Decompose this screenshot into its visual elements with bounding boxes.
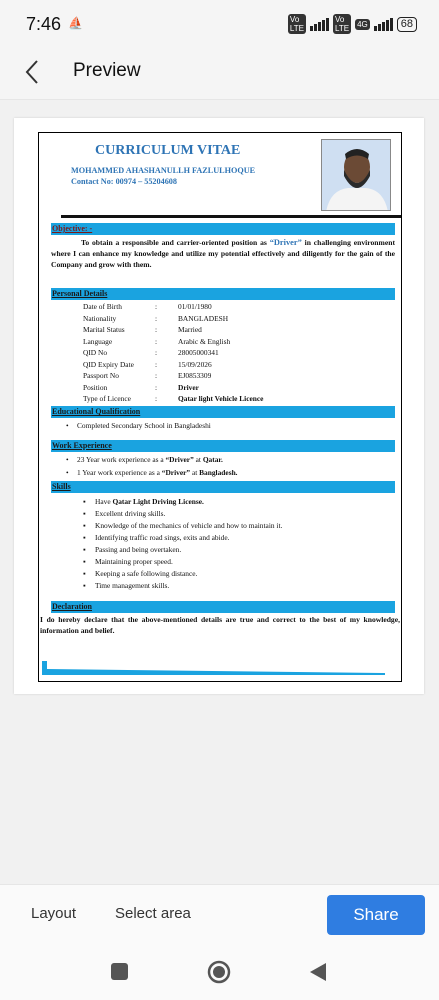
triangle-back-icon	[306, 960, 330, 984]
personal-detail-value: Arabic & English	[178, 336, 231, 346]
personal-detail-colon: :	[155, 359, 158, 369]
page-corner-decoration	[39, 661, 399, 675]
section-work-experience	[51, 440, 395, 452]
section-objective	[51, 223, 395, 235]
page-title: Preview	[73, 60, 141, 81]
header-rule	[61, 215, 401, 218]
cv-name: MOHAMMED AHASHANULLH FAZLULHOQUE	[71, 166, 256, 175]
status-bar	[0, 0, 439, 44]
skill-item: ▪ Have Qatar Light Driving License.	[83, 497, 204, 506]
network-4g-icon: 4G	[357, 19, 368, 29]
back-nav-button[interactable]	[306, 960, 330, 984]
skill-item: ▪ Maintaining proper speed.	[83, 557, 173, 566]
circle-icon	[207, 960, 231, 984]
home-button[interactable]	[207, 960, 231, 984]
signal-icon-2	[374, 17, 393, 31]
skill-item: ▪ Keeping a safe following distance.	[83, 569, 198, 578]
work-item: • 23 Year work experience as a “Driver” at Qatar.	[66, 455, 223, 464]
cv-title: CURRICULUM VITAE	[95, 143, 241, 158]
signal-icon	[310, 17, 329, 31]
personal-detail-colon: :	[155, 394, 158, 403]
work-item: • 1 Year work experience as a “Driver” at Bangladesh.	[66, 468, 238, 477]
skill-item: ▪ Knowledge of the mechanics of vehicle and how to maintain it.	[83, 521, 283, 530]
personal-detail-label: QID Expiry Date	[83, 359, 134, 369]
personal-detail-label: Nationality	[83, 313, 117, 323]
document-preview[interactable]	[14, 118, 424, 694]
cv-contact: Contact No: 00974 – 55204608	[71, 177, 177, 186]
volte-icon: Vo LTE	[289, 15, 304, 33]
skill-item: ▪ Excellent driving skills.	[83, 509, 166, 518]
personal-detail-value: BANGLADESH	[178, 313, 229, 323]
education-item: • Completed Secondary School in Bangladeshi	[66, 421, 211, 430]
personal-detail-value: Qatar light Vehicle Licence	[178, 394, 264, 403]
personal-detail-colon: :	[155, 371, 158, 380]
personal-detail-label: Date of Birth	[83, 302, 122, 311]
personal-detail-value: Married	[178, 325, 202, 334]
cv-page	[38, 132, 402, 682]
status-icons	[288, 14, 417, 34]
app-notification-icon: ⛵	[68, 16, 83, 30]
system-nav-bar	[0, 944, 439, 1000]
profile-photo	[321, 139, 391, 211]
battery-icon: 68	[397, 17, 417, 32]
recents-button[interactable]	[108, 960, 132, 984]
personal-detail-colon: :	[155, 336, 158, 346]
layout-button[interactable]: Layout	[31, 905, 77, 922]
objective-heading: Objective: -	[52, 224, 93, 233]
personal-detail-label: Passport No	[83, 371, 119, 380]
personal-detail-value: 01/01/1980	[178, 302, 212, 311]
personal-detail-value: 15/09/2026	[178, 359, 212, 369]
back-button[interactable]	[16, 54, 52, 90]
square-icon	[108, 960, 132, 984]
personal-detail-colon: :	[155, 302, 158, 311]
status-time: 7:46	[26, 14, 62, 34]
personal-detail-value: Driver	[178, 382, 199, 392]
chevron-left-icon	[16, 54, 52, 90]
personal-detail-colon: :	[155, 382, 158, 392]
personal-detail-label: Language	[83, 336, 113, 346]
objective-text: To obtain a responsible and carrier-oriented position as “Driver” in challenging environment where I can enhance my knowledge and utilize my potential effectively and diligently for the gain of the Company and grow with them.	[51, 238, 395, 269]
personal-detail-label: QID No	[83, 348, 108, 357]
skill-item: ▪ Passing and being overtaken.	[83, 545, 182, 554]
personal-detail-label: Position	[83, 382, 108, 392]
bottom-action-bar	[0, 884, 439, 944]
personal-detail-value: 28005000341	[178, 348, 219, 357]
declaration-text: I do hereby declare that the above-mentioned details are true and correct to the best of my knowledge, information and belief.	[40, 615, 400, 635]
personal-detail-colon: :	[155, 348, 158, 357]
share-button[interactable]: Share	[327, 895, 425, 935]
skill-item: ▪ Identifying traffic road sings, exits and abide.	[83, 533, 230, 542]
volte-icon-2: Vo LTE	[335, 15, 350, 33]
app-bar	[0, 44, 439, 100]
section-skills	[51, 481, 395, 493]
section-personal-details	[51, 288, 395, 300]
personal-detail-colon: :	[155, 325, 158, 334]
personal-detail-value: EJ0853309	[178, 371, 212, 380]
skills-heading: Skills	[52, 482, 71, 491]
select-area-button[interactable]: Select area	[115, 905, 191, 922]
work-heading: Work Experience	[52, 441, 112, 450]
personal-detail-label: Marital Status	[83, 325, 125, 334]
skill-item: ▪ Time management skills.	[83, 581, 170, 590]
personal-detail-colon: :	[155, 313, 158, 323]
declaration-heading: Declaration	[52, 602, 92, 611]
section-education	[51, 406, 395, 418]
personal-heading: Personal Details	[52, 289, 108, 298]
section-declaration	[51, 601, 395, 613]
education-heading: Educational Qualification	[52, 407, 141, 416]
personal-detail-label: Type of Licence	[83, 394, 131, 403]
